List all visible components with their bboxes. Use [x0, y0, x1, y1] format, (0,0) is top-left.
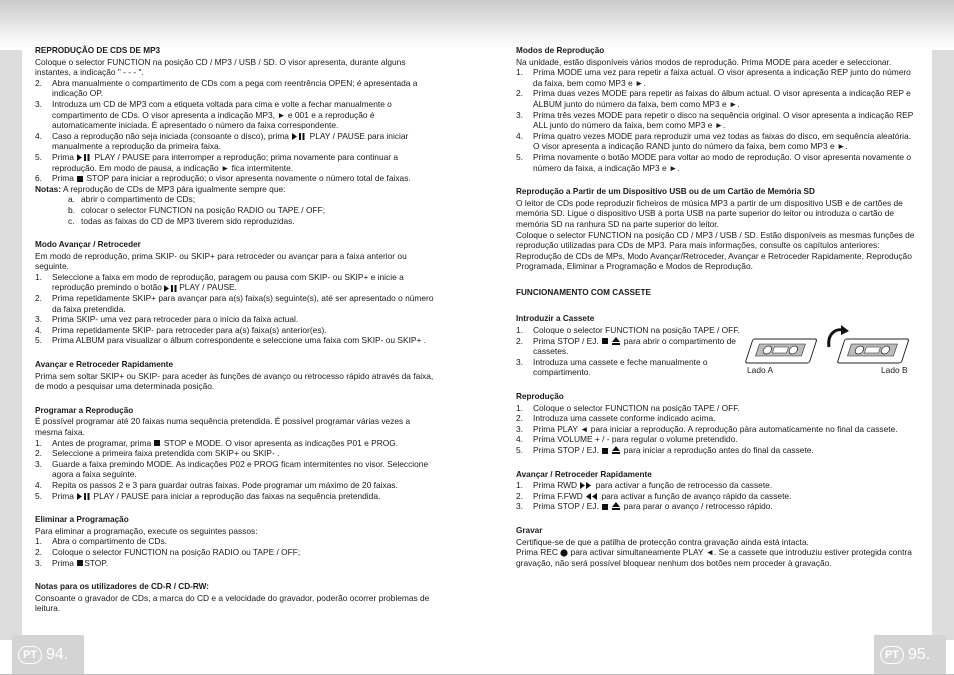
cassette-drawing	[745, 325, 925, 369]
list-item: 3. Prima SKIP- uma vez para retroceder para o início da faixa actual.	[35, 314, 299, 325]
list-item: 1. Abra o compartimento de CDs.	[35, 536, 167, 547]
list-item: 2. Prima duas vezes MODE para repetir as faixas do álbum actual. O visor apresenta a indicação REP e ALBUM junto do número da faixa, bem como MP3 e ►.	[516, 88, 911, 109]
stop-icon	[154, 440, 160, 446]
list-item: 2. Abra manualmente o compartimento de CDs com a pega com reentrência OPEN; é apresentada a indicação OP.	[35, 77, 418, 99]
language-badge: PT	[18, 646, 42, 664]
heading-playback: Reprodução	[516, 392, 564, 402]
rewind-icon	[585, 493, 599, 500]
paragraph: Consoante o gravador de CDs, a marca do CD e a velocidade do gravador, poderão ocorrer problemas de leitura.	[35, 592, 430, 614]
eject-icon	[612, 337, 620, 345]
list-item: 4. Caso a reprodução não seja iniciada (consoante o disco), prima PLAY / PAUSE para iniciar manualmente a reprodução da primeira faixa.	[35, 130, 409, 152]
list-item: 3. Prima três vezes MODE para repetir o disco na sequência original. O visor apresenta a indicação REP ALL junto do número da faixa, bem como MP3 e ►.	[516, 109, 914, 131]
language-badge: PT	[880, 646, 904, 664]
list-item: 1. Coloque o selector FUNCTION na posição TAPE / OFF.	[516, 402, 740, 413]
page-footer-left	[12, 635, 84, 675]
play-pause-icon	[164, 285, 179, 292]
list-item: 2. Prima STOP / EJ. para abrir o compartimento de cassetes.	[516, 335, 736, 357]
list-item: 3. Prima PLAY ◄ para iniciar a reprodução. A reprodução pára automaticamente no final da cassete.	[516, 423, 898, 434]
steps-list	[35, 78, 435, 184]
list-item: 2. Coloque o selector FUNCTION na posição RADIO ou TAPE / OFF;	[35, 546, 301, 557]
list-item: 4. Prima quatro vezes MODE para reproduzir uma vez todas as faixas do disco, em sequência aleatória. O visor apresenta a indicação RAND junto do número da faixa, bem como MP3 e ►.	[516, 130, 911, 152]
right-column	[516, 46, 918, 568]
list-item: 5. Prima PLAY / PAUSE para interromper a reprodução; prima novamente para continuar a reprodução. Em modo de pausa, a indicação ► fica intermitente.	[35, 151, 399, 173]
paragraph: O leitor de CDs pode reproduzir ficheiros de música MP3 a partir de um dispositivo USB e de cartões de memória SD. Ligue o dispositivo USB à porta USB na parte superior do leitor ou introduza o cartão de memória SD na ranhura SD na parte superior do leitor.	[516, 197, 903, 229]
side-a-label: Lado A	[747, 365, 774, 375]
heading-fast-search: Avançar e Retroceder Rapidamente	[35, 360, 174, 370]
list-item: 6. Prima STOP para iniciar a reprodução; o visor apresenta novamente o número total de faixas.	[35, 173, 411, 184]
steps-list	[35, 438, 435, 502]
list-item: 1. Prima MODE uma vez para repetir a faixa actual. O visor apresenta a indicação REP junto do número da faixa, bem como MP3 e ►.	[516, 67, 911, 88]
list-item: b. colocar o selector FUNCTION na posição RADIO ou TAPE / OFF;	[68, 204, 326, 215]
paragraph: Em modo de reprodução, prima SKIP- ou SKIP+ para retroceder ou avançar para a faixa anterior ou seguinte.	[35, 250, 407, 272]
top-gradient-band	[0, 0, 954, 50]
list-item: 3. Prima STOP.	[35, 557, 109, 568]
steps-list	[35, 272, 435, 346]
list-item: 1. Prima RWD para activar a função de retrocesso da cassete.	[516, 480, 773, 491]
heading-cassette: FUNCIONAMENTO COM CASSETE	[516, 287, 651, 297]
left-margin-bar	[0, 50, 22, 640]
heading-record: Gravar	[516, 525, 543, 535]
notes: Notas: A reprodução de CDs de MP3 pára igualmente sempre que:	[35, 183, 286, 194]
paragraph: É possível programar até 20 faixas numa sequência pretendida. É possível programar várias vezes a mesma faixa.	[35, 416, 411, 437]
heading-usb-sd: Reprodução a Partir de um Dispositivo USB ou de um Cartão de Memória SD	[516, 187, 815, 197]
steps-list	[516, 67, 918, 173]
steps-list	[516, 325, 744, 378]
list-item: 5. Prima ALBUM para visualizar o álbum correspondente e seleccione uma faixa com SKIP- ou SKIP+ .	[35, 335, 427, 346]
stop-icon	[77, 560, 83, 566]
play-pause-icon	[76, 493, 91, 500]
heading-clear-program: Eliminar a Programação	[35, 515, 129, 525]
list-item: 3. Prima STOP / EJ. para parar o avanço / retrocesso rápido.	[516, 501, 773, 512]
page-number: 95.	[908, 646, 931, 663]
page-footer-right	[874, 635, 946, 675]
list-item: a. abrir o compartimento de CDs;	[68, 194, 196, 205]
paragraph: Para eliminar a programação, execute os seguintes passos:	[35, 525, 258, 536]
steps-list	[516, 480, 918, 512]
list-item: 2. Seleccione a primeira faixa pretendida com SKIP+ ou SKIP- .	[35, 448, 280, 459]
heading-cdrw-notes: Notas para os utilizadores de CD-R / CD-RW:	[35, 582, 209, 592]
paragraph: Coloque o selector FUNCTION na posição CD / MP3 / USB / SD. Estão disponíveis as mesmas funções de reprodução utilizadas para CDs de MP3. Para mais informações, consulte os capítulos anteriores: Reprodução de CDs de MPs, Modo Avançar/Retroceder, Avançar e Retroceder Rapidamente, Reprodução Programada, Eliminar a Programação e Modos de Reprodução.	[516, 229, 915, 272]
eject-icon	[612, 446, 620, 454]
list-item: 5. Prima PLAY / PAUSE para iniciar a reprodução das faixas na sequência pretendida.	[35, 490, 381, 501]
play-pause-icon	[76, 154, 92, 161]
stop-icon	[602, 338, 608, 344]
paragraph: Certifique-se de que a patilha de protecção contra gravação ainda está intacta.	[516, 536, 809, 547]
list-item: 2. Prima repetidamente SKIP+ para avançar para a(s) faixa(s) seguinte(s), até ser apresentado o número da faixa pretendida.	[35, 293, 434, 314]
list-item: 4. Repita os passos 2 e 3 para guardar outras faixas. Pode programar um máximo de 20 faixas.	[35, 479, 398, 490]
right-margin-bar	[932, 50, 954, 640]
heading-skip-mode: Modo Avançar / Retroceder	[35, 240, 141, 250]
fast-forward-icon	[579, 482, 593, 489]
list-item: 3. Guarde a faixa premindo MODE. As indicações P02 e PROG ficam intermitentes no visor. Seleccione agora a faixa seguinte.	[35, 458, 429, 480]
record-icon	[560, 549, 568, 557]
steps-list	[516, 403, 918, 456]
notes-list	[68, 194, 435, 226]
paragraph: Prima sem soltar SKIP+ ou SKIP- para aceder às funções de avanço ou retrocesso rápido através da faixa, de modo a pesquisar uma determinada posição.	[35, 370, 434, 392]
heading-program: Programar a Reprodução	[35, 405, 134, 415]
heading-insert-cassette: Introduzir a Cassete	[516, 314, 595, 324]
heading-cassette-ff-rew: Avançar / Retroceder Rapidamente	[516, 469, 652, 479]
list-item: c. todas as faixas do CD de MP3 tiverem sido reproduzidas.	[68, 215, 295, 226]
stop-icon	[77, 176, 83, 182]
stop-icon	[602, 504, 608, 510]
left-column	[35, 46, 435, 614]
paragraph: Na unidade, estão disponíveis vários modos de reprodução. Prima MODE para aceder e seleccionar.	[516, 56, 892, 67]
list-item: 2. Introduza uma cassete conforme indicado acima.	[516, 413, 716, 424]
page-number: 94.	[46, 646, 69, 663]
side-b-label: Lado B	[881, 365, 908, 375]
list-item: 1. Antes de programar, prima STOP e MODE. O visor apresenta as indicações P01 e PROG.	[35, 437, 399, 448]
play-pause-icon	[291, 133, 307, 140]
stop-icon	[602, 448, 608, 454]
paragraph: Coloque o selector FUNCTION na posição CD / MP3 / USB / SD. O visor apresenta, durante alguns instantes, a indicação " - - - ".	[35, 56, 406, 78]
list-item: 5. Prima STOP / EJ. para iniciar a reprodução antes do final da cassete.	[516, 445, 814, 455]
list-item: 4. Prima VOLUME + / - para regular o volume pretendido.	[516, 434, 738, 445]
list-item: 5. Prima novamente o botão MODE para voltar ao modo de reprodução. O visor apresenta novamente o número da faixa, a indicação MP3 e ►.	[516, 151, 912, 173]
heading-play-modes: Modos de Reprodução	[516, 46, 605, 55]
list-item: 1. Coloque o selector FUNCTION na posição TAPE / OFF.	[516, 325, 740, 336]
paragraph: Prima REC para activar simultaneamente PLAY ◄. Se a cassete que introduziu estiver protegida contra gravação, não será possível bloquear nenhum dos botões nem proceder à gravação.	[516, 547, 912, 568]
list-item: 4. Prima repetidamente SKIP- para retroceder para a(s) faixa(s) anterior(es).	[35, 324, 327, 335]
list-item: 2. Prima F.FWD para activar a função de avanço rápido da cassete.	[516, 490, 792, 501]
heading-mp3-playback: REPRODUÇÃO DE CDS DE MP3	[35, 46, 161, 55]
list-item: 3. Introduza um CD de MP3 com a etiqueta voltada para cima e volte a fechar manualmente o compartimento de CDs. O visor apresenta a indicação MP3, ► e 001 e a reprodução é automaticamente iniciada. É apresentado o número da faixa correspondente.	[35, 98, 392, 131]
eject-icon	[612, 502, 620, 510]
list-item: 3. Introduza uma cassete e feche manualmente o compartimento.	[516, 356, 708, 378]
cassette-illustration	[745, 325, 925, 383]
steps-list	[35, 536, 435, 568]
list-item: 1. Seleccione a faixa em modo de reprodução, paragem ou pausa com SKIP- ou SKIP+ e inicie a reprodução premindo o botão PLAY / PAUSE.	[35, 271, 404, 293]
